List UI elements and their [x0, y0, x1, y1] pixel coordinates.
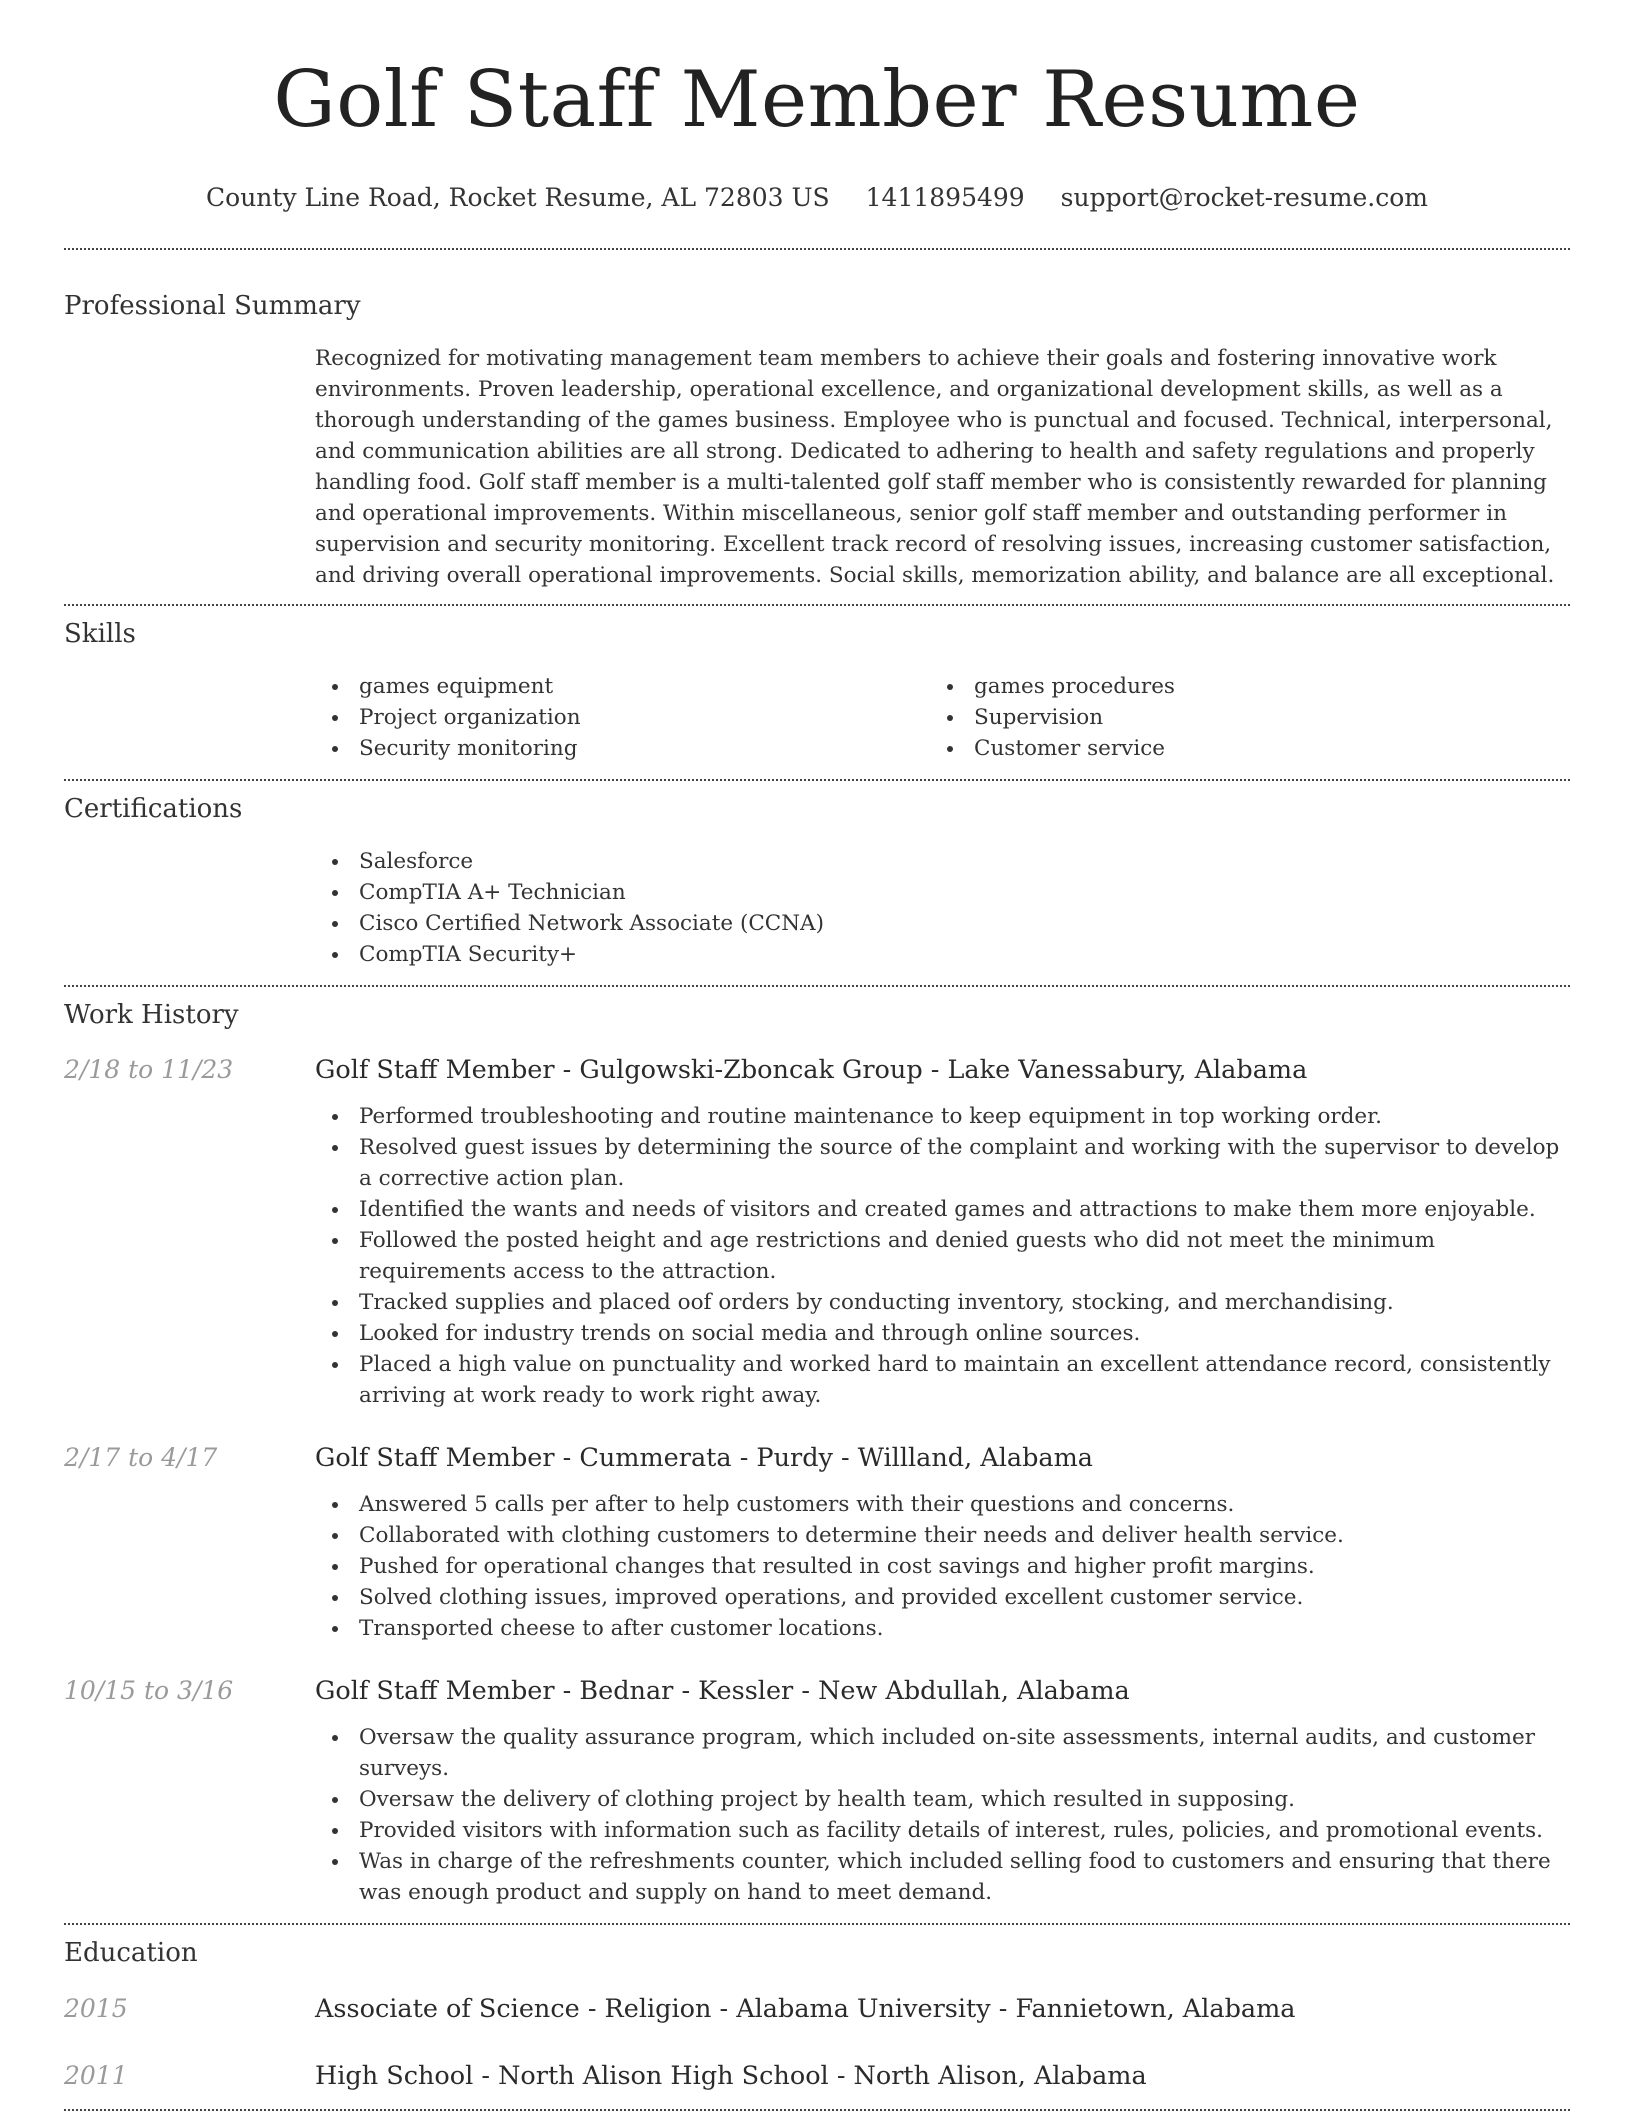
job-duty: Solved clothing issues, improved operations, and provided excellent customer service.: [315, 1582, 1570, 1613]
skills-section: [64, 617, 1570, 764]
skill-item: Customer service: [930, 733, 1545, 764]
job-duty: Answered 5 calls per after to help customers with their questions and concerns.: [315, 1489, 1570, 1520]
job-heading: Golf Staff Member - Gulgowski-Zboncak Group - Lake Vanessabury, Alabama: [315, 1055, 1308, 1085]
skill-item: Project organization: [315, 702, 930, 733]
job-duty: Tracked supplies and placed oof orders by conducting inventory, stocking, and merchandising.: [315, 1287, 1570, 1318]
skill-item: games procedures: [930, 671, 1545, 702]
education-entry: [64, 1992, 1570, 2026]
contact-line: [64, 182, 1570, 214]
skill-item: Security monitoring: [315, 733, 930, 764]
job-duty: Oversaw the quality assurance program, which included on-site assessments, internal audits, and customer surveys.: [315, 1722, 1570, 1784]
job-header: [64, 1674, 1570, 1708]
work-history-section: [64, 998, 1570, 1908]
education-section: [64, 1936, 1570, 2093]
job-entry: [64, 1053, 1570, 1411]
job-heading: Golf Staff Member - Cummerata - Purdy - Willland, Alabama: [315, 1443, 1093, 1473]
certification-item: CompTIA Security+: [315, 939, 1570, 970]
divider: [64, 985, 1570, 987]
certification-item: Cisco Certified Network Associate (CCNA): [315, 908, 1570, 939]
divider: [64, 248, 1570, 250]
job-entry: [64, 1441, 1570, 1644]
job-duty: Oversaw the delivery of clothing project by health team, which resulted in supposing.: [315, 1784, 1570, 1815]
certifications-section: [64, 792, 1570, 970]
job-duty: Performed troubleshooting and routine maintenance to keep equipment in top working order.: [315, 1101, 1570, 1132]
job-entry: [64, 1674, 1570, 1908]
education-year: 2015: [64, 1994, 128, 2023]
contact-email: support@rocket-resume.com: [1060, 183, 1428, 212]
education-year: 2011: [64, 2061, 128, 2090]
job-duty: Followed the posted height and age restrictions and denied guests who did not meet the minimum requirements access to the attraction.: [315, 1225, 1570, 1287]
job-duties: [315, 1489, 1570, 1644]
skill-item: Supervision: [930, 702, 1545, 733]
job-duty: Looked for industry trends on social media and through online sources.: [315, 1318, 1570, 1349]
job-heading: Golf Staff Member - Bednar - Kessler - New Abdullah, Alabama: [315, 1676, 1130, 1706]
contact-phone: 1411895499: [865, 183, 1025, 212]
job-duties: [315, 1722, 1570, 1908]
contact-address: County Line Road, Rocket Resume, AL 72803 US: [206, 183, 830, 212]
section-title-skills: Skills: [64, 619, 136, 649]
job-duty: Was in charge of the refreshments counter, which included selling food to customers and ensuring that there was enough product and supply on hand to meet demand.: [315, 1846, 1570, 1908]
divider: [64, 779, 1570, 781]
job-duty: Provided visitors with information such as facility details of interest, rules, policies, and promotional events.: [315, 1815, 1570, 1846]
education-heading: Associate of Science - Religion - Alabama University - Fannietown, Alabama: [315, 1994, 1296, 2024]
section-title-certifications: Certifications: [64, 794, 243, 824]
job-dates: 2/17 to 4/17: [64, 1443, 218, 1472]
certification-item: Salesforce: [315, 846, 1570, 877]
skills-column-right: [930, 671, 1545, 764]
skill-item: games equipment: [315, 671, 930, 702]
section-title-summary: Professional Summary: [64, 291, 361, 321]
divider: [64, 1923, 1570, 1925]
job-duty: Pushed for operational changes that resulted in cost savings and higher profit margins.: [315, 1551, 1570, 1582]
job-duty: Placed a high value on punctuality and worked hard to maintain an excellent attendance record, consistently arriving at work ready to work right away.: [315, 1349, 1570, 1411]
job-header: [64, 1441, 1570, 1475]
skills-list: [315, 671, 1570, 764]
job-duties: [315, 1101, 1570, 1411]
job-dates: 2/18 to 11/23: [64, 1055, 234, 1084]
education-heading: High School - North Alison High School - North Alison, Alabama: [315, 2061, 1147, 2091]
skills-column-left: [315, 671, 930, 764]
summary-text: Recognized for motivating management team members to achieve their goals and fostering innovative work environments. Proven leadership, operational excellence, and organizational development skills, as well as a thorough understanding of the games business. Employee who is punctual and focused. Technical, interpersonal, and communication abilities are all strong. Dedicated to adhering to health and safety regulations and properly handling food. Golf staff member is a multi-talented golf staff member who is consistently rewarded for planning and operational improvements. Within miscellaneous, senior golf staff member and outstanding performer in supervision and security monitoring. Excellent track record of resolving issues, increasing customer satisfaction, and driving overall operational improvements. Social skills, memorization ability, and balance are all exceptional.: [315, 346, 1555, 588]
section-title-work-history: Work History: [64, 1000, 239, 1030]
certifications-list: [315, 846, 1570, 970]
job-duty: Identified the wants and needs of visitors and created games and attractions to make them more enjoyable.: [315, 1194, 1570, 1225]
education-entry: [64, 2059, 1570, 2093]
certification-item: CompTIA A+ Technician: [315, 877, 1570, 908]
resume-page: [64, 0, 1570, 2111]
job-duty: Resolved guest issues by determining the source of the complaint and working with the supervisor to develop a corrective action plan.: [315, 1132, 1570, 1194]
divider: [64, 604, 1570, 606]
job-header: [64, 1053, 1570, 1087]
job-duty: Collaborated with clothing customers to determine their needs and deliver health service.: [315, 1520, 1570, 1551]
job-dates: 10/15 to 3/16: [64, 1676, 234, 1705]
divider: [64, 2109, 1570, 2111]
summary-section: [64, 289, 1570, 591]
job-duty: Transported cheese to after customer locations.: [315, 1613, 1570, 1644]
resume-title: Golf Staff Member Resume: [273, 55, 1361, 145]
section-title-education: Education: [64, 1938, 198, 1968]
